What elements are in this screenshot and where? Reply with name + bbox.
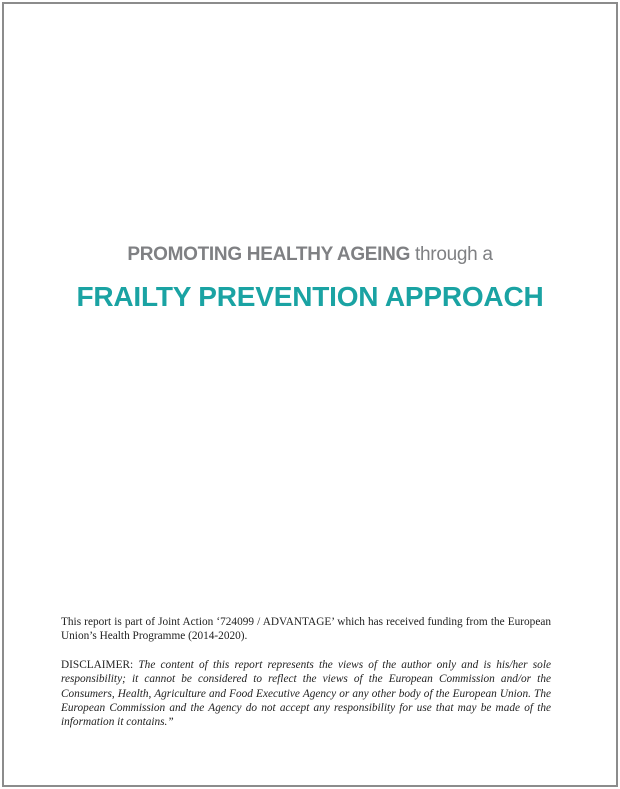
- subtitle-bold: PROMOTING HEALTHY AGEING: [127, 244, 411, 265]
- disclaimer: [61, 658, 551, 730]
- footer-notice: [61, 615, 551, 730]
- subtitle-light: through a: [410, 244, 493, 265]
- disclaimer-text: The content of this report represents the views of the author only and is his/her sole responsibility; it cannot be considered to reflect the views of the European Commission and/or the Consumers, Health, Agriculture and Food Executive Agency or any other body of the European Union. The European Commission and the Agency do not accept any responsibility for use that may be made of the information it contains.”: [61, 658, 551, 729]
- cover-title: FRAILTY PREVENTION APPROACH: [76, 281, 544, 312]
- cover-subtitle: [4, 242, 616, 268]
- cover-title-block: [4, 242, 616, 314]
- funding-statement: This report is part of Joint Action ‘724099 / ADVANTAGE’ which has received funding from the European Union’s Health Programme (2014-2020).: [61, 616, 551, 643]
- document-page: [2, 2, 618, 787]
- disclaimer-label: DISCLAIMER:: [61, 658, 139, 671]
